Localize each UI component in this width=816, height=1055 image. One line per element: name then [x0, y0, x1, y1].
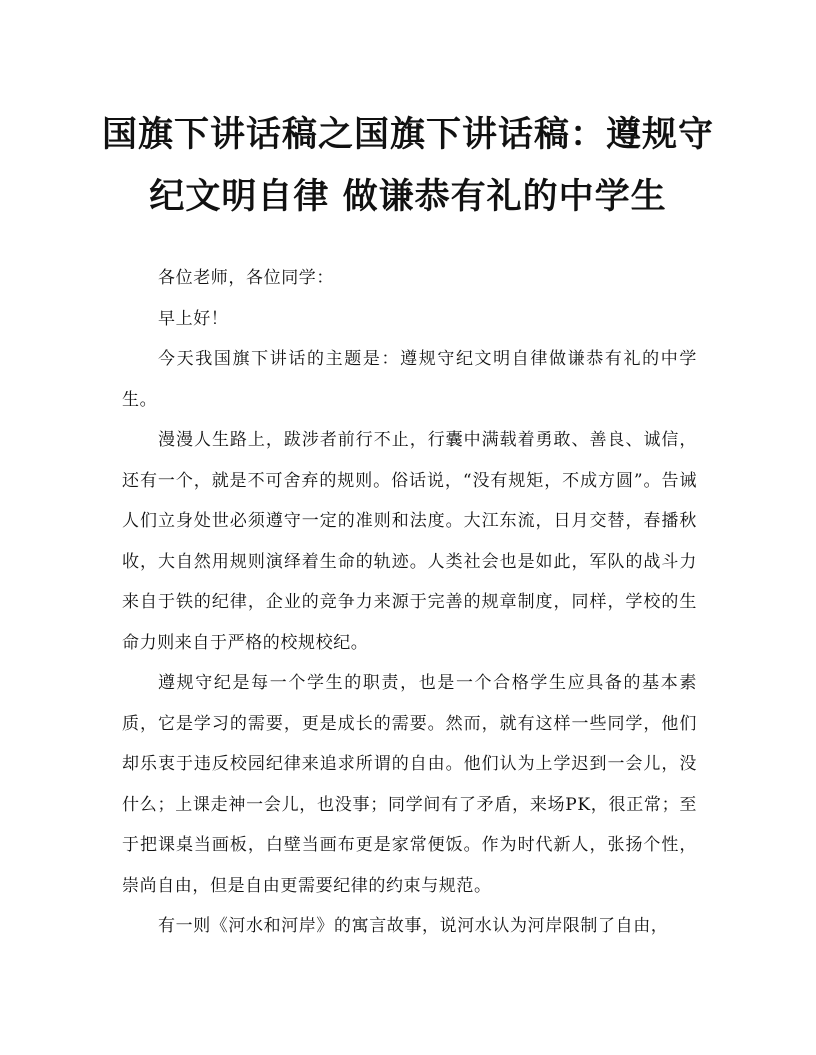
salutation: 各位老师，各位同学： [158, 268, 334, 288]
title-line-1: 国旗下讲话稿之国旗下讲话稿：遵规守 [101, 114, 714, 155]
greeting: 早上好！ [158, 308, 229, 329]
paragraph-discipline: 遵规守纪是每一个学生的职责，也是一个合格学生应具备的基本素质，它是学习的需要，更是成长的需要。然而，就有这样一些同学，他们却乐衷于违反校园纪律来追求所谓的自由。他们认为上学迟到一会儿，没什么；上课走神一会儿，也没事；同学间有了矛盾，来场PK，很正常；至于把课桌当画板，白壁当画布更是家常便饭。作为时代新人，张扬个性，崇尚自由，但是自由更需要纪律的约束与规范。 [122, 673, 697, 896]
paragraph-rules: 漫漫人生路上，跋涉者前行不止，行囊中满载着勇敢、善良、诚信，还有一个，就是不可舍弃的规则。俗话说，“没有规矩，不成方圆”。告诫人们立身处世必须遵守一定的准则和法度。大江东流，日月交替，春播秋收，大自然用规则演绎着生命的轨迹。人类社会也是如此，军队的战斗力来自于铁的纪律，企业的竞争力来源于完善的规章制度，同样，学校的生命力则来自于严格的校规校纪。 [122, 430, 697, 653]
document-body [122, 258, 697, 947]
title-line-2: 纪文明自律 做谦恭有礼的中学生 [149, 176, 667, 217]
paragraph-theme: 今天我国旗下讲话的主题是：遵规守纪文明自律做谦恭有礼的中学生。 [122, 349, 697, 410]
paragraph-fable: 有一则《河水和河岸》的寓言故事，说河水认为河岸限制了自由， [158, 916, 669, 936]
document-title [100, 104, 716, 228]
